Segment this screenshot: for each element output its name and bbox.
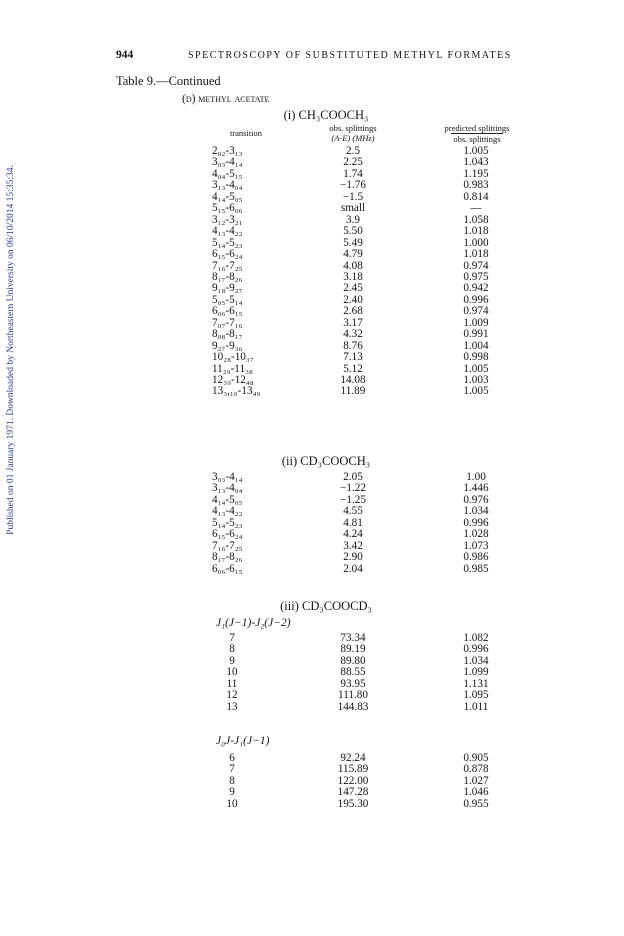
predicted-ratio-cell: 1.011 bbox=[463, 700, 489, 713]
transition-cell: 4₁₃-4₂₂ bbox=[212, 505, 243, 518]
obs-splitting-cell: 3.9 bbox=[346, 213, 360, 226]
table-row bbox=[0, 283, 624, 295]
obs-splitting-cell: 4.81 bbox=[343, 516, 363, 529]
subsection-title-ii: (ii) CD₃COOCH₃ bbox=[281, 454, 371, 468]
transition-cell: 5₀₅-5₁₄ bbox=[212, 293, 243, 306]
predicted-ratio-cell: 0.996 bbox=[463, 293, 489, 306]
transition-cell: 9 bbox=[229, 786, 235, 799]
provenance-text: Published on 01 January 1971. Downloaded by Northeastern University on 06/10/2014 15:35:34. bbox=[6, 165, 16, 535]
table-row bbox=[0, 518, 624, 530]
table-row bbox=[0, 552, 624, 564]
table-row bbox=[0, 690, 624, 702]
table-row bbox=[0, 764, 624, 776]
table-row bbox=[0, 644, 624, 656]
obs-splitting-cell: 1.74 bbox=[343, 167, 363, 180]
predicted-ratio-cell: 1.099 bbox=[463, 666, 489, 679]
transition-cell: 5₁₅-6₀₆ bbox=[212, 202, 243, 215]
obs-splitting-cell: 2.04 bbox=[343, 562, 363, 575]
predicted-ratio-cell: 1.195 bbox=[463, 167, 489, 180]
table-row bbox=[0, 329, 624, 341]
predicted-ratio-cell: 1.004 bbox=[463, 339, 489, 352]
table-row bbox=[0, 529, 624, 541]
obs-splitting-cell: 88.55 bbox=[340, 666, 366, 679]
subsection-title-iii: (iii) CD₃COOCD₃ bbox=[280, 599, 372, 613]
table-title: Table 9.—Continued bbox=[116, 74, 221, 88]
obs-splitting-cell: 5.50 bbox=[343, 225, 363, 238]
transition-cell: 8₀₈-8₁₇ bbox=[212, 328, 243, 341]
transition-cell: 6₁₅-6₂₄ bbox=[212, 248, 243, 261]
predicted-ratio-cell: 0.974 bbox=[463, 305, 489, 318]
obs-splitting-cell: 14.08 bbox=[340, 374, 366, 386]
transition-cell: 9 bbox=[229, 654, 235, 667]
transition-cell: 11₂₉-11₃₈ bbox=[212, 362, 253, 375]
transition-cell: 3₀₃-4₁₄ bbox=[212, 471, 243, 483]
column-header-transition: transition bbox=[229, 128, 263, 138]
table-row bbox=[0, 776, 624, 788]
table-row bbox=[0, 633, 624, 645]
table-row bbox=[0, 375, 624, 387]
obs-splitting-cell: 3.17 bbox=[343, 316, 363, 329]
obs-splitting-cell: −1.22 bbox=[340, 482, 366, 495]
table-row bbox=[0, 146, 624, 158]
predicted-ratio-cell: 1.027 bbox=[463, 774, 489, 787]
transition-cell: 4₁₄-5₀₅ bbox=[212, 190, 243, 203]
obs-splitting-cell: 2.5 bbox=[346, 145, 360, 157]
predicted-ratio-cell: 1.082 bbox=[463, 632, 489, 644]
predicted-ratio-cell: 1.000 bbox=[463, 236, 489, 249]
table-row bbox=[0, 386, 624, 398]
table-row bbox=[0, 506, 624, 518]
transition-cell: 7 bbox=[229, 763, 235, 776]
table-row bbox=[0, 295, 624, 307]
predicted-ratio-cell: 0.991 bbox=[463, 328, 489, 341]
predicted-ratio-cell: 1.003 bbox=[463, 374, 489, 386]
transition-cell: 7₀₇-7₁₆ bbox=[212, 316, 243, 329]
table-row bbox=[0, 306, 624, 318]
transition-cell: 5₁₄-5₂₃ bbox=[212, 516, 243, 529]
transition-cell: 4₁₄-5₀₅ bbox=[212, 493, 243, 506]
table-row bbox=[0, 318, 624, 330]
predicted-ratio-cell: 1.005 bbox=[463, 362, 489, 375]
obs-splitting-cell: 92.24 bbox=[340, 752, 366, 764]
predicted-ratio-cell: 0.998 bbox=[463, 351, 489, 364]
obs-splitting-cell: 73.34 bbox=[340, 632, 366, 644]
group-label-j0: J₀J-J₁(J−1) bbox=[216, 735, 270, 747]
table-row bbox=[0, 541, 624, 553]
table-row bbox=[0, 272, 624, 284]
transition-cell: 2₀₂-3₁₃ bbox=[212, 145, 243, 157]
predicted-ratio-cell: 0.974 bbox=[463, 259, 489, 272]
transition-cell: 3₁₃-4₀₄ bbox=[212, 482, 243, 495]
page-number: 944 bbox=[116, 49, 134, 61]
predicted-ratio-cell: 1.131 bbox=[463, 677, 489, 690]
predicted-ratio-cell: 1.00 bbox=[466, 471, 486, 483]
obs-splitting-cell: 122.00 bbox=[337, 774, 369, 787]
obs-splitting-cell: 3.42 bbox=[343, 539, 363, 552]
transition-cell: 9₁₈-9₂₇ bbox=[212, 282, 243, 295]
transition-cell: 6 bbox=[229, 752, 235, 764]
table-row bbox=[0, 799, 624, 811]
table-row bbox=[0, 787, 624, 799]
obs-splitting-cell: small bbox=[340, 202, 366, 215]
obs-splitting-cell: 3.18 bbox=[343, 270, 363, 283]
transition-cell: 9₂₇-9₃₆ bbox=[212, 339, 243, 352]
table-row bbox=[0, 656, 624, 668]
obs-splitting-cell: 4.08 bbox=[343, 259, 363, 272]
obs-splitting-cell: 8.76 bbox=[343, 339, 363, 352]
predicted-ratio-cell: 0.955 bbox=[463, 797, 489, 810]
transition-cell: 8 bbox=[229, 643, 235, 656]
predicted-ratio-cell: 0.983 bbox=[463, 179, 489, 192]
obs-splitting-cell: 195.30 bbox=[337, 797, 369, 810]
obs-splitting-cell: 89.80 bbox=[340, 654, 366, 667]
transition-cell: 8₁₇-8₂₆ bbox=[212, 551, 243, 564]
transition-cell: 8 bbox=[229, 774, 235, 787]
transition-cell: 13₃,₁₀-13₄₉ bbox=[212, 385, 261, 398]
predicted-ratio-cell: 0.996 bbox=[463, 516, 489, 529]
group-label-j1: J₁(J−1)-J₂(J−2) bbox=[216, 617, 291, 629]
column-header-predicted bbox=[432, 123, 522, 144]
transition-cell: 10 bbox=[226, 666, 238, 679]
predicted-ratio-cell: 0.996 bbox=[463, 643, 489, 656]
predicted-ratio-cell: 0.905 bbox=[463, 752, 489, 764]
table-row bbox=[0, 180, 624, 192]
obs-splitting-cell: −1.76 bbox=[340, 179, 366, 192]
obs-splitting-cell: 93.95 bbox=[340, 677, 366, 690]
transition-cell: 5₁₄-5₂₃ bbox=[212, 236, 243, 249]
predicted-ratio-cell: 1.018 bbox=[463, 248, 489, 261]
predicted-ratio-cell: 0.986 bbox=[463, 551, 489, 564]
transition-cell: 10₂₈-10₃₇ bbox=[212, 351, 254, 364]
transition-cell: 3₁₃-4₀₄ bbox=[212, 179, 243, 192]
transition-cell: 8₁₇-8₂₆ bbox=[212, 270, 243, 283]
transition-cell: 10 bbox=[226, 797, 238, 810]
predicted-ratio-cell: 1.034 bbox=[463, 654, 489, 667]
column-header-obs-top: obs. splittings bbox=[329, 123, 377, 133]
table-row bbox=[0, 753, 624, 765]
transition-cell: 6₀₆-6₁₅ bbox=[212, 562, 243, 575]
predicted-ratio-cell: 1.058 bbox=[463, 213, 489, 226]
transition-cell: 12 bbox=[226, 689, 238, 702]
obs-splitting-cell: 2.25 bbox=[343, 156, 363, 169]
predicted-ratio-cell: 1.005 bbox=[463, 385, 489, 398]
table-row bbox=[0, 226, 624, 238]
obs-splitting-cell: 4.55 bbox=[343, 505, 363, 518]
transition-cell: 3₁₂-3₂₁ bbox=[212, 213, 243, 226]
predicted-ratio-cell: 1.018 bbox=[463, 225, 489, 238]
transition-cell: 7₁₆-7₂₅ bbox=[212, 259, 243, 272]
table-row bbox=[0, 192, 624, 204]
predicted-ratio-cell: 0.976 bbox=[463, 493, 489, 506]
predicted-ratio-cell: 0.878 bbox=[463, 763, 489, 776]
table-row bbox=[0, 564, 624, 576]
running-head: SPECTROSCOPY OF SUBSTITUTED METHYL FORMATES bbox=[188, 50, 512, 61]
obs-splitting-cell: 4.32 bbox=[343, 328, 363, 341]
table-row bbox=[0, 157, 624, 169]
column-header-pred-top: predicted splittings bbox=[444, 123, 510, 133]
transition-cell: 6₁₅-6₂₄ bbox=[212, 528, 243, 541]
column-header-pred-bottom: obs. splittings bbox=[453, 134, 501, 144]
predicted-ratio-cell: 1.009 bbox=[463, 316, 489, 329]
obs-splitting-cell: −1.5 bbox=[342, 190, 364, 203]
predicted-ratio-cell: 0.942 bbox=[463, 282, 489, 295]
obs-splitting-cell: 7.13 bbox=[343, 351, 363, 364]
column-header-obs bbox=[318, 123, 388, 143]
subsection-title-i: (i) CH₃COOCH₃ bbox=[283, 108, 369, 122]
obs-splitting-cell: 115.89 bbox=[337, 763, 369, 776]
obs-splitting-cell: −1.25 bbox=[340, 493, 366, 506]
table-row bbox=[0, 364, 624, 376]
transition-cell: 3₀₃-4₁₄ bbox=[212, 156, 243, 169]
table-row bbox=[0, 679, 624, 691]
predicted-ratio-cell: 1.005 bbox=[463, 145, 489, 157]
table-row bbox=[0, 169, 624, 181]
column-header-obs-bottom: (A-E) (MHz) bbox=[331, 133, 375, 143]
transition-cell: 13 bbox=[226, 700, 238, 713]
table-row bbox=[0, 203, 624, 215]
predicted-ratio-cell: 1.034 bbox=[463, 505, 489, 518]
obs-splitting-cell: 2.05 bbox=[343, 471, 363, 483]
transition-cell: 12₃₉-12₄₈ bbox=[212, 374, 254, 386]
predicted-ratio-cell: 0.975 bbox=[463, 270, 489, 283]
obs-splitting-cell: 2.40 bbox=[343, 293, 363, 306]
obs-splitting-cell: 4.24 bbox=[343, 528, 363, 541]
obs-splitting-cell: 4.79 bbox=[343, 248, 363, 261]
obs-splitting-cell: 144.83 bbox=[337, 700, 369, 713]
predicted-ratio-cell: 1.046 bbox=[463, 786, 489, 799]
transition-cell: 4₀₄-5₁₅ bbox=[212, 167, 243, 180]
predicted-ratio-cell: 1.073 bbox=[463, 539, 489, 552]
obs-splitting-cell: 111.80 bbox=[338, 689, 368, 702]
obs-splitting-cell: 5.12 bbox=[343, 362, 363, 375]
obs-splitting-cell: 147.28 bbox=[337, 786, 369, 799]
predicted-ratio-cell: 1.028 bbox=[463, 528, 489, 541]
transition-cell: 6₀₆-6₁₅ bbox=[212, 305, 243, 318]
transition-cell: 7₁₆-7₂₅ bbox=[212, 539, 243, 552]
obs-splitting-cell: 5.49 bbox=[343, 236, 363, 249]
predicted-ratio-cell: 1.043 bbox=[463, 156, 489, 169]
table-row bbox=[0, 352, 624, 364]
table-row bbox=[0, 495, 624, 507]
obs-splitting-cell: 2.68 bbox=[343, 305, 363, 318]
obs-splitting-cell: 89.19 bbox=[340, 643, 366, 656]
table-row bbox=[0, 261, 624, 273]
transition-cell: 7 bbox=[229, 632, 235, 644]
transition-cell: 4₁₃-4₂₂ bbox=[212, 225, 243, 238]
predicted-ratio-cell: 1.446 bbox=[463, 482, 489, 495]
table-row bbox=[0, 483, 624, 495]
table-row bbox=[0, 667, 624, 679]
obs-splitting-cell: 11.89 bbox=[340, 385, 366, 398]
table-row bbox=[0, 238, 624, 250]
table-row bbox=[0, 341, 624, 353]
transition-cell: 11 bbox=[226, 677, 238, 690]
table-row bbox=[0, 249, 624, 261]
table-row bbox=[0, 472, 624, 484]
table-row bbox=[0, 215, 624, 227]
obs-splitting-cell: 2.90 bbox=[343, 551, 363, 564]
section-title: (d) methyl acetate bbox=[182, 93, 270, 105]
predicted-ratio-cell: 0.814 bbox=[463, 190, 489, 203]
obs-splitting-cell: 2.45 bbox=[343, 282, 363, 295]
predicted-ratio-cell: — bbox=[470, 202, 482, 215]
table-row bbox=[0, 702, 624, 714]
predicted-ratio-cell: 0.985 bbox=[463, 562, 489, 575]
predicted-ratio-cell: 1.095 bbox=[463, 689, 489, 702]
